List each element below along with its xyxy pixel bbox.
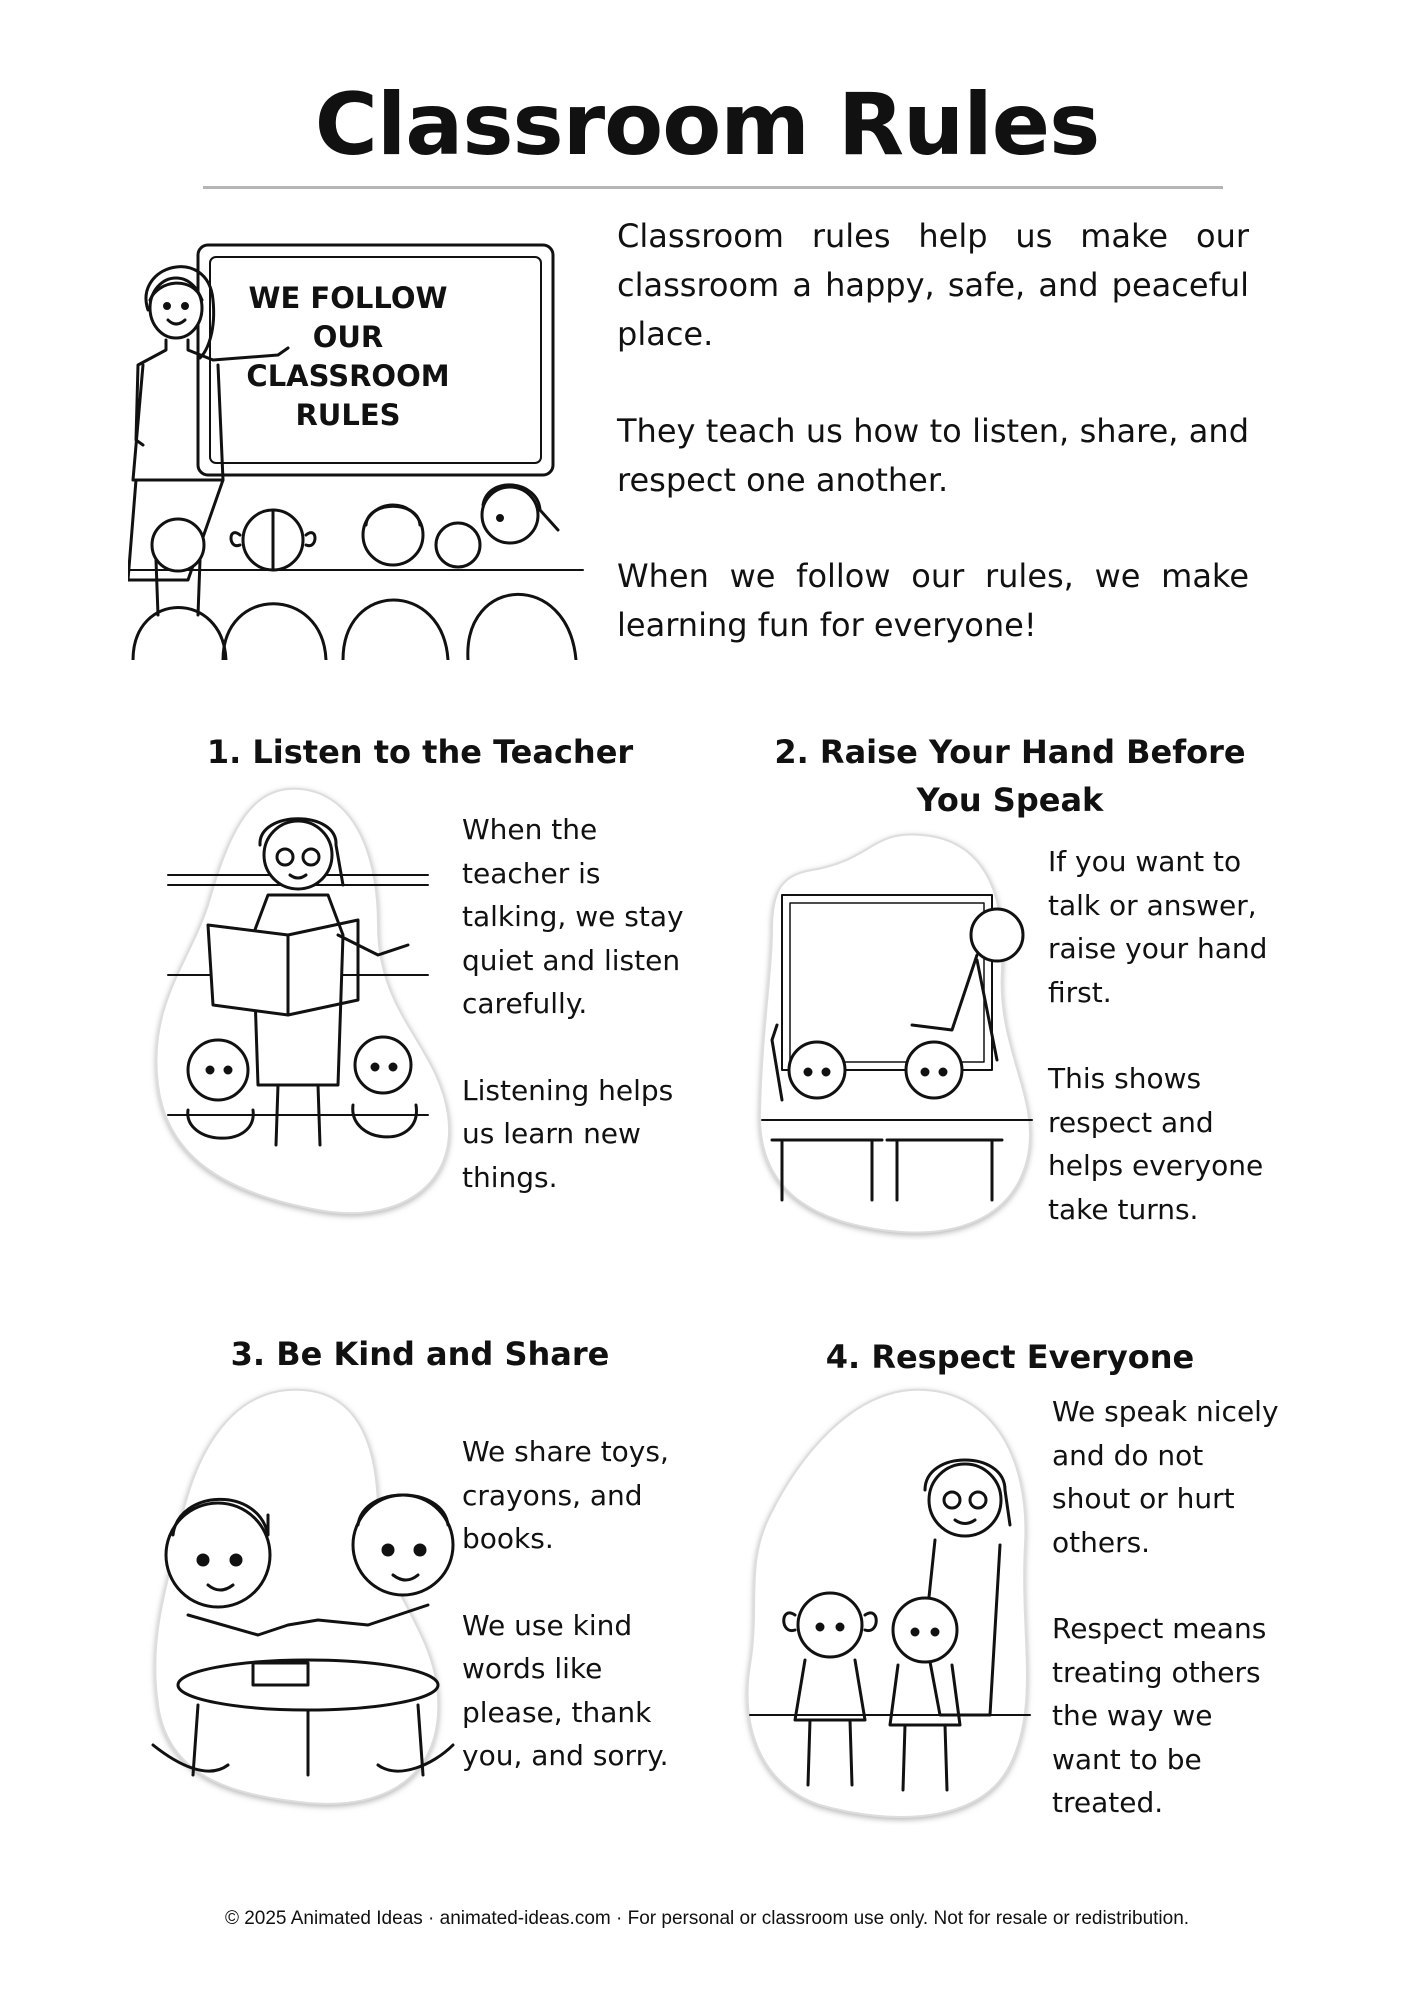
rule-3-text <box>462 1430 692 1778</box>
title-divider <box>203 186 1223 189</box>
rule-4-paragraph-1: We speak nicely and do not shout or hurt others. <box>1052 1395 1279 1559</box>
children-sharing-crayons-illustration <box>148 1385 468 1815</box>
teacher-with-children-illustration <box>740 1385 1060 1825</box>
rule-3-heading: 3. Be Kind and Share <box>230 1335 610 1373</box>
board-line-2: OUR <box>312 320 384 354</box>
rule-2-card <box>770 728 1250 824</box>
board-line-1: WE FOLLOW <box>248 281 448 315</box>
intro-paragraph-2: They teach us how to listen, share, and respect one another. <box>617 412 1249 499</box>
rule-3-paragraph-1: We share toys, crayons, and books. <box>462 1435 669 1555</box>
teacher-pointing-at-board-illustration <box>128 240 588 660</box>
rule-1-paragraph-2: Listening helps us learn new things. <box>462 1073 674 1194</box>
rule-2-paragraph-2: This shows respect and helps everyone take turns. <box>1048 1062 1264 1226</box>
rule-4-heading: 4. Respect Everyone <box>825 1338 1195 1376</box>
rule-4-card <box>790 1333 1230 1381</box>
page-title: Classroom Rules <box>314 75 1100 175</box>
rule-4-paragraph-2: Respect means treating others the way we want to be treated. <box>1052 1612 1267 1819</box>
rule-4-blob <box>748 1390 1027 1817</box>
intro-paragraph-1: Classroom rules help us make our classroom a happy, safe, and peaceful place. <box>617 217 1249 353</box>
rule-1-text <box>462 808 692 1199</box>
rule-1-card <box>200 728 640 776</box>
rule-1-paragraph-1: When the teacher is talking, we stay quiet and listen carefully. <box>462 813 684 1020</box>
rule-4-text <box>1052 1390 1282 1825</box>
rule-3-card <box>200 1330 640 1378</box>
intro-paragraph-3: When we follow our rules, we make learning fun for everyone! <box>617 557 1249 644</box>
board-line-4: RULES <box>295 398 401 432</box>
footer-copyright: © 2025 Animated Ideas · animated-ideas.com · For personal or classroom use only. Not for resale or redistribution. <box>224 1908 1190 1929</box>
rule-3-paragraph-2: We use kind words like please, thank you, and sorry. <box>462 1608 669 1772</box>
board-line-3: CLASSROOM <box>246 359 450 393</box>
children-raising-hands-illustration <box>752 830 1042 1240</box>
rule-2-heading: 2. Raise Your Hand Before You Speak <box>774 733 1246 819</box>
rule-2-paragraph-1: If you want to talk or answer, raise your hand first. <box>1048 845 1268 1009</box>
teacher-reading-book-illustration <box>148 785 468 1225</box>
rule-1-heading: 1. Listen to the Teacher <box>206 733 634 771</box>
rule-2-text <box>1048 840 1278 1231</box>
children-figures <box>133 485 576 660</box>
